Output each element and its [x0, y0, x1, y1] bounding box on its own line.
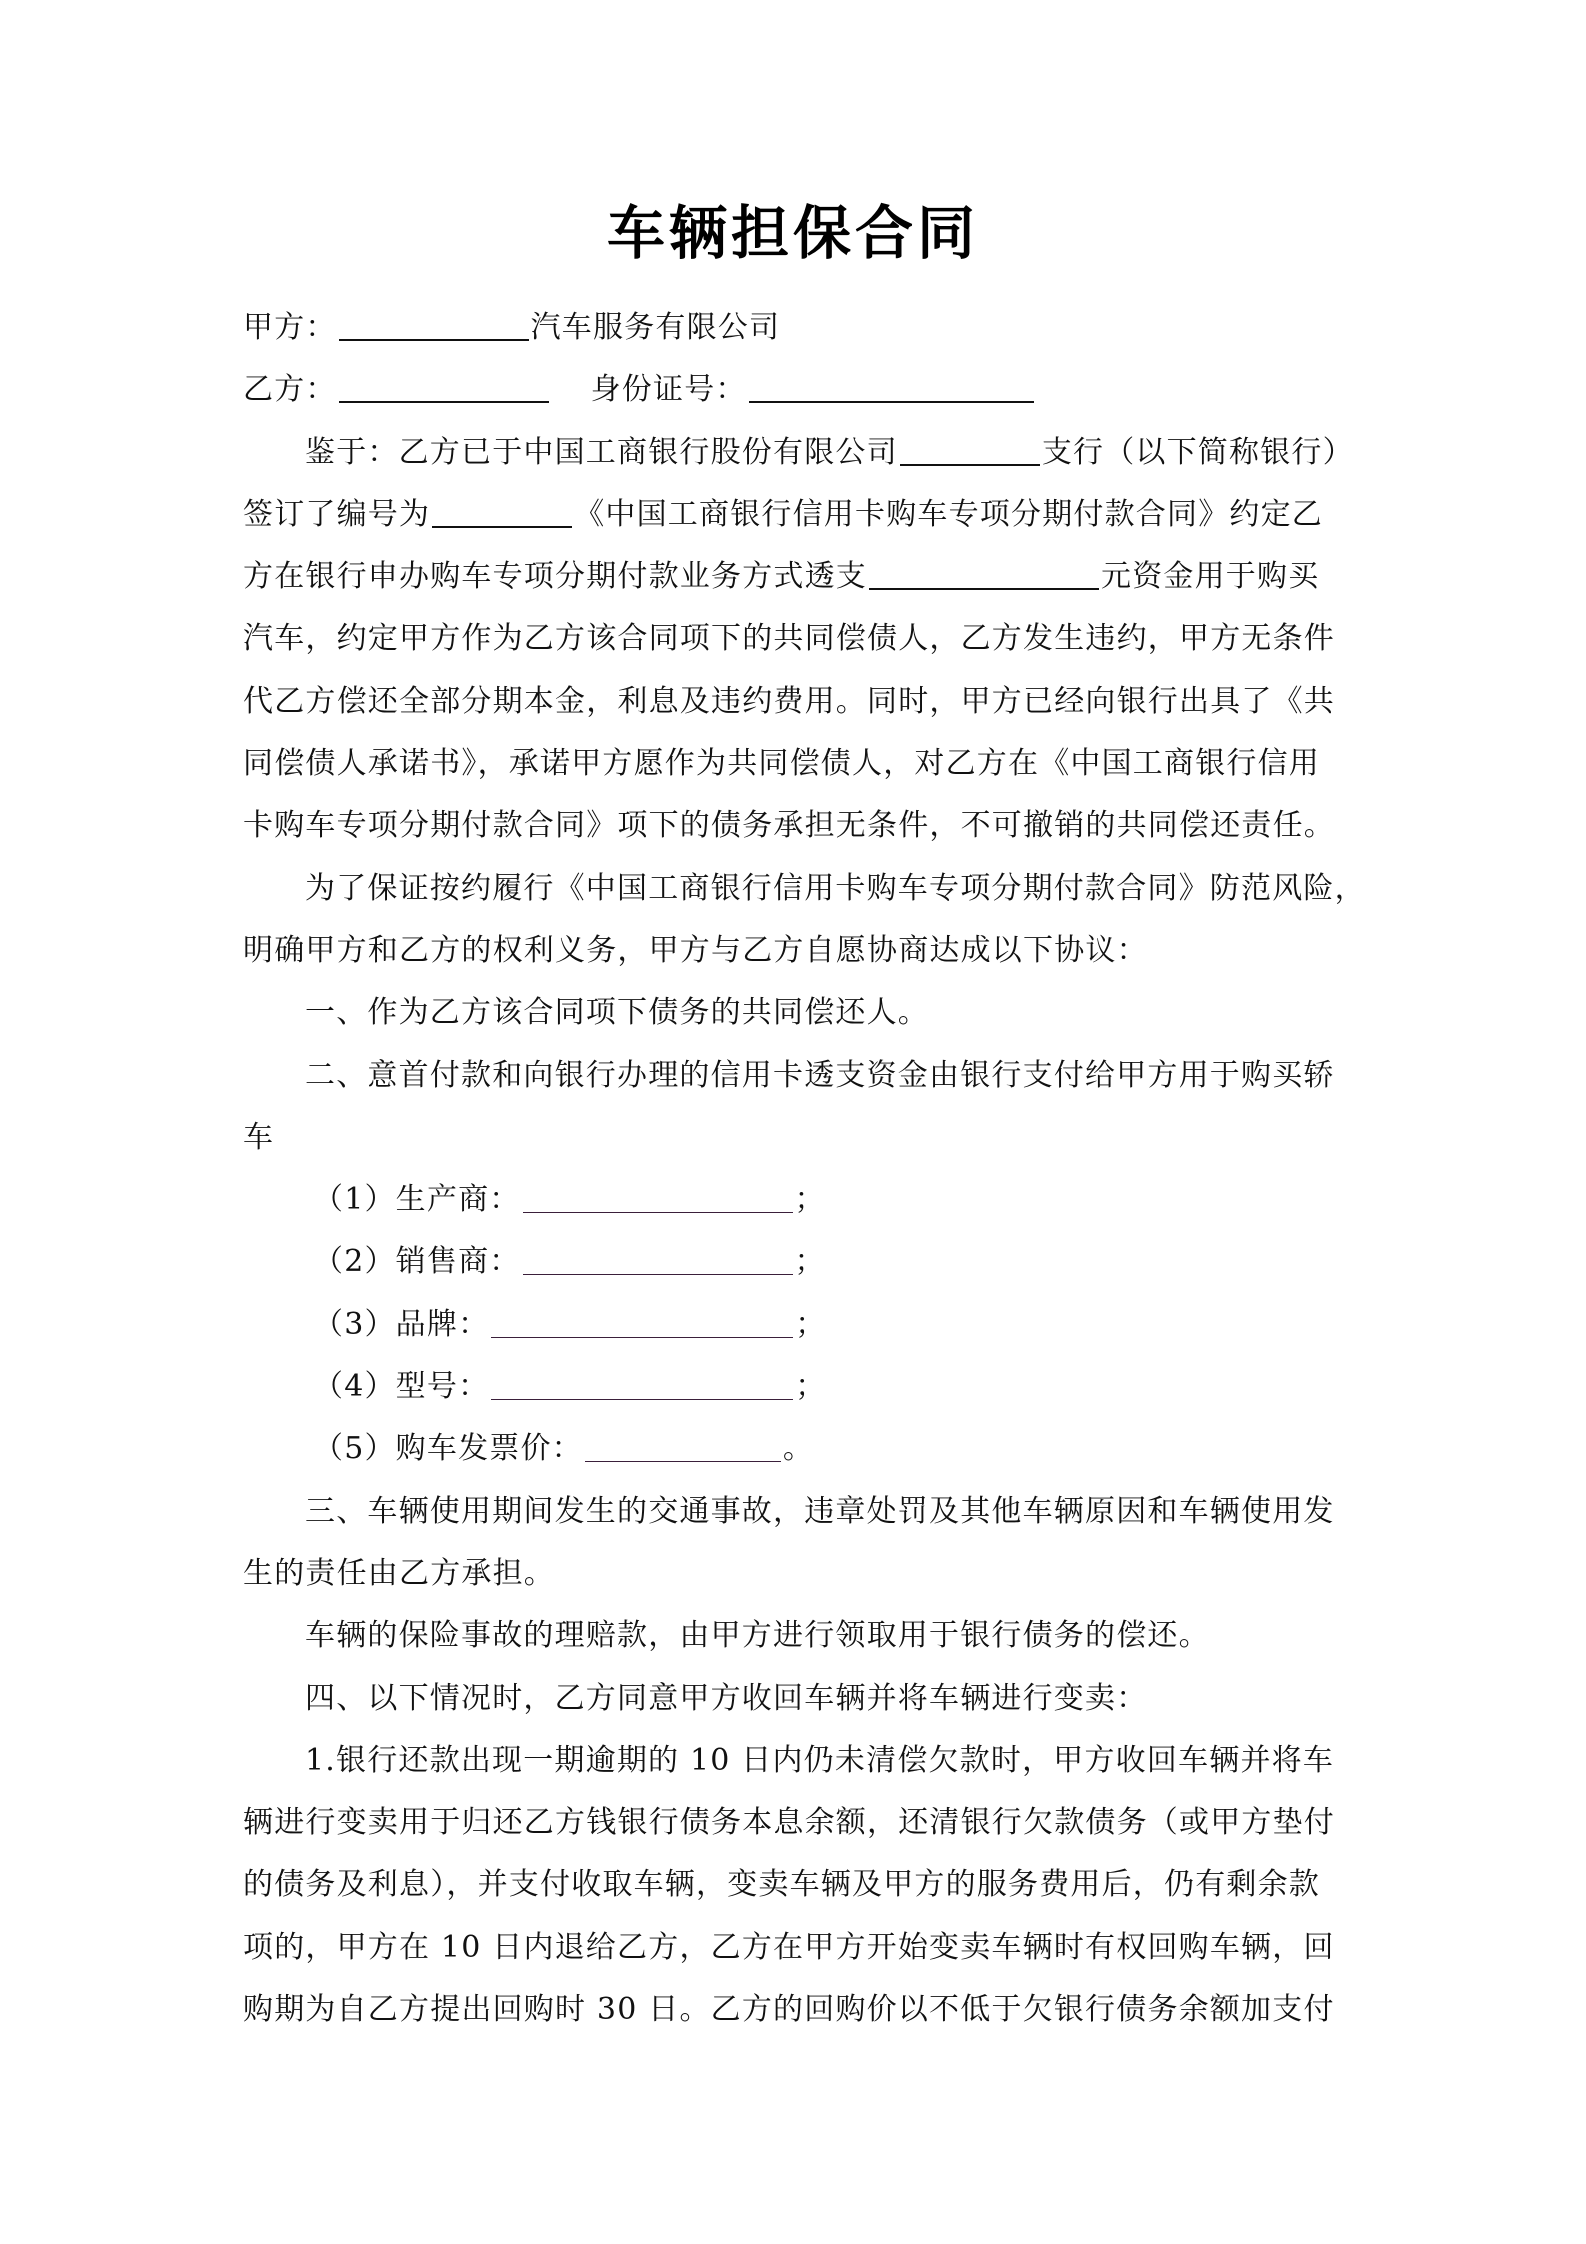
recital-line — [243, 546, 1345, 608]
item-label: （4）型号： — [313, 1369, 490, 1405]
contract-number-blank[interactable] — [432, 525, 572, 528]
purpose-line: 为了保证按约履行《中国工商银行信用卡购车专项分期付款合同》防范风险， — [305, 870, 1366, 906]
party-a-line — [243, 297, 1345, 359]
recital-line: 汽车，约定甲方作为乙方该合同项下的共同偿债人，乙方发生违约，甲方无条件 — [243, 621, 1335, 657]
clause-4-1-line: 购期为自乙方提出回购时 30 日。乙方的回购价以不低于欠银行债务余额加支付 — [243, 1992, 1335, 2028]
recital-text: 元资金用于购买 — [1101, 559, 1320, 595]
brand-blank[interactable] — [491, 1336, 793, 1338]
clause-4: 四、以下情况时，乙方同意甲方收回车辆并将车辆进行变卖： — [305, 1680, 1148, 1716]
document-body — [243, 297, 1366, 2041]
recital-line — [243, 422, 1354, 484]
vehicle-item-invoice-price — [243, 1418, 1345, 1480]
party-a-label: 甲方： — [243, 310, 337, 345]
clause-4-1-line: 辆进行变卖用于归还乙方钱银行债务本息余额，还清银行欠款债务（或甲方垫付 — [243, 1805, 1335, 1841]
item-label: （1）生产商： — [313, 1182, 521, 1218]
clause-4-1-line: 项的，甲方在 10 日内退给乙方，乙方在甲方开始变卖车辆时有权回购车辆，回 — [243, 1929, 1335, 1965]
party-b-label: 乙方： — [243, 372, 337, 408]
invoice-price-blank[interactable] — [585, 1460, 781, 1462]
recital-line: 代乙方偿还全部分期本金，利息及违约费用。同时，甲方已经向银行出具了《共 — [243, 683, 1335, 719]
document-title: 车辆担保合同 — [606, 199, 979, 267]
branch-blank[interactable] — [900, 463, 1040, 466]
item-label: （5）购车发票价： — [313, 1431, 583, 1467]
clause-4-1-line: 1.银行还款出现一期逾期的 10 日内仍未清偿欠款时，甲方收回车辆并将车 — [305, 1742, 1335, 1778]
clause-3-line: 生的责任由乙方承担。 — [243, 1555, 555, 1591]
clause-2-line: 二、意首付款和向银行办理的信用卡透支资金由银行支付给甲方用于购买轿 — [305, 1057, 1335, 1093]
vehicle-item-manufacturer — [243, 1169, 1345, 1231]
item-end: ； — [795, 1369, 827, 1405]
model-blank[interactable] — [491, 1398, 793, 1400]
recital-line: 卡购车专项分期付款合同》项下的债务承担无条件，不可撤销的共同偿还责任。 — [243, 808, 1335, 844]
recital-text: 支行（以下简称银行） — [1041, 434, 1354, 470]
vehicle-item-model — [243, 1356, 1345, 1418]
recital-text: 《中国工商银行信用卡购车专项分期付款合同》约定乙 — [574, 496, 1324, 532]
item-end: ； — [794, 1244, 826, 1280]
clause-4-1-line: 的债务及利息），并支付收取车辆，变卖车辆及甲方的服务费用后，仍有剩余款 — [243, 1867, 1320, 1903]
party-a-blank[interactable] — [339, 338, 529, 341]
clause-3-line: 三、车辆使用期间发生的交通事故，违章处罚及其他车辆原因和车辆使用发 — [305, 1493, 1335, 1529]
purpose-line: 明确甲方和乙方的权利义务，甲方与乙方自愿协商达成以下协议： — [243, 932, 1148, 968]
vehicle-item-dealer — [243, 1231, 1345, 1293]
party-a-suffix: 汽车服务有限公司 — [530, 310, 781, 345]
recital-text: 方在银行申办购车专项分期付款业务方式透支 — [243, 559, 867, 595]
id-number-blank[interactable] — [749, 400, 1034, 403]
id-number-label: 身份证号： — [590, 372, 747, 408]
vehicle-item-brand — [243, 1294, 1345, 1356]
clause-1: 一、作为乙方该合同项下债务的共同偿还人。 — [305, 995, 929, 1031]
party-b-name-blank[interactable] — [339, 400, 549, 403]
item-end: ； — [794, 1182, 826, 1218]
manufacturer-blank[interactable] — [523, 1211, 793, 1213]
recital-text: 签订了编号为 — [243, 496, 431, 532]
party-b-line — [243, 359, 1345, 421]
recital-line: 同偿债人承诺书》，承诺甲方愿作为共同偿债人，对乙方在《中国工商银行信用 — [243, 746, 1320, 782]
item-label: （2）销售商： — [313, 1244, 521, 1280]
item-end: 。 — [782, 1431, 815, 1467]
dealer-blank[interactable] — [523, 1273, 793, 1275]
item-label: （3）品牌： — [313, 1306, 490, 1342]
overdraft-amount-blank[interactable] — [869, 587, 1099, 590]
recital-line — [243, 484, 1345, 546]
clause-3-insurance: 车辆的保险事故的理赔款，由甲方进行领取用于银行债务的偿还。 — [305, 1618, 1210, 1654]
item-end: ； — [795, 1306, 827, 1342]
recital-text: 鉴于：乙方已于中国工商银行股份有限公司 — [305, 434, 898, 470]
clause-2-line: 车 — [243, 1119, 275, 1155]
